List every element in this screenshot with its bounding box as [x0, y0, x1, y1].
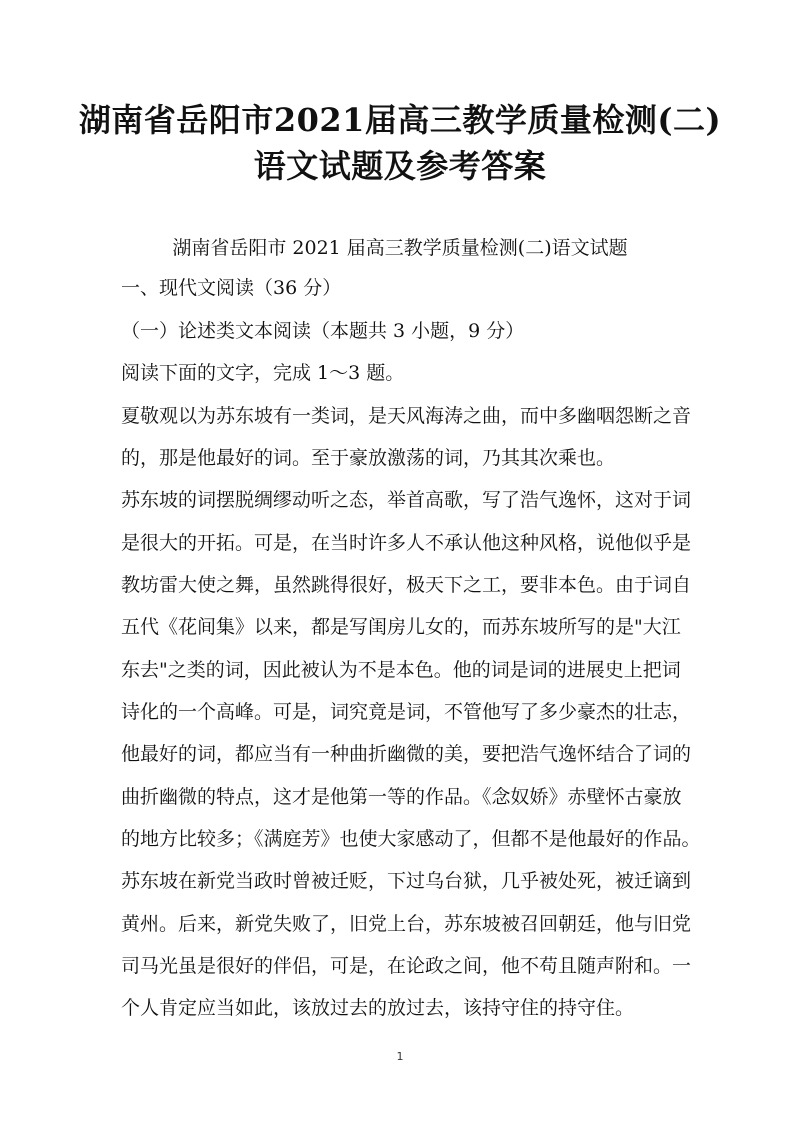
paragraph-2-line: 苏东坡的词摆脱绸缪动听之态，举首高歌，写了浩气逸怀，这对于词 — [121, 489, 692, 511]
section-heading: 一、现代文阅读（36 分） — [121, 277, 342, 299]
paragraph-1-line: 的，那是他最好的词。至于豪放激荡的词，乃其其次乘也。 — [121, 447, 616, 469]
page-number: 1 — [396, 1050, 404, 1063]
subsection-heading: （一）论述类文本阅读（本题共 3 小题，9 分） — [121, 320, 525, 342]
paragraph-2-line: 诗化的一个高峰。可是，词究竟是词，不管他写了多少豪杰的壮志， — [121, 701, 692, 723]
paragraph-2-line: 他最好的词，都应当有一种曲折幽微的美，要把浩气逸怀结合了词的 — [121, 743, 692, 765]
document-title-line-2: 语文试题及参考答案 — [253, 147, 547, 185]
paragraph-2-line: 是很大的开拓。可是，在当时许多人不承认他这种风格，说他似乎是 — [121, 532, 692, 554]
paragraph-2-line: 个人肯定应当如此，该放过去的放过去，该持守住的持守住。 — [121, 997, 635, 1019]
paragraph-2-line: 教坊雷大使之舞，虽然跳得很好，极天下之工，要非本色。由于词自 — [121, 574, 692, 596]
document-title-line-1: 湖南省岳阳市2021届高三教学质量检测(二) — [78, 101, 722, 139]
paragraph-2-line: 的地方比较多；《满庭芳》也使大家感动了，但都不是他最好的作品。 — [121, 828, 701, 850]
paragraph-2-line: 司马光虽是很好的伴侣，可是，在论政之间，他不苟且随声附和。一 — [121, 955, 692, 977]
reading-instruction: 阅读下面的文字，完成 1～3 题。 — [121, 362, 405, 384]
paragraph-1-line: 夏敬观以为苏东坡有一类词，是天风海涛之曲，而中多幽咽怨断之音 — [121, 405, 692, 427]
exam-subtitle: 湖南省岳阳市 2021 届高三教学质量检测(二)语文试题 — [172, 237, 628, 259]
paragraph-2-line: 五代《花间集》以来，都是写闺房儿女的，而苏东坡所写的是"大江 — [121, 616, 681, 638]
paragraph-2-line: 曲折幽微的特点，这才是他第一等的作品。《念奴娇》赤壁怀古豪放 — [121, 786, 682, 808]
paragraph-2-line: 苏东坡在新党当政时曾被迁贬，下过乌台狱，几乎被处死，被迁谪到 — [121, 870, 692, 892]
paragraph-2-line: 东去"之类的词，因此被认为不是本色。他的词是词的进展史上把词 — [121, 659, 681, 681]
paragraph-2-line: 黄州。后来，新党失败了，旧党上台，苏东坡被召回朝廷，他与旧党 — [121, 913, 692, 935]
